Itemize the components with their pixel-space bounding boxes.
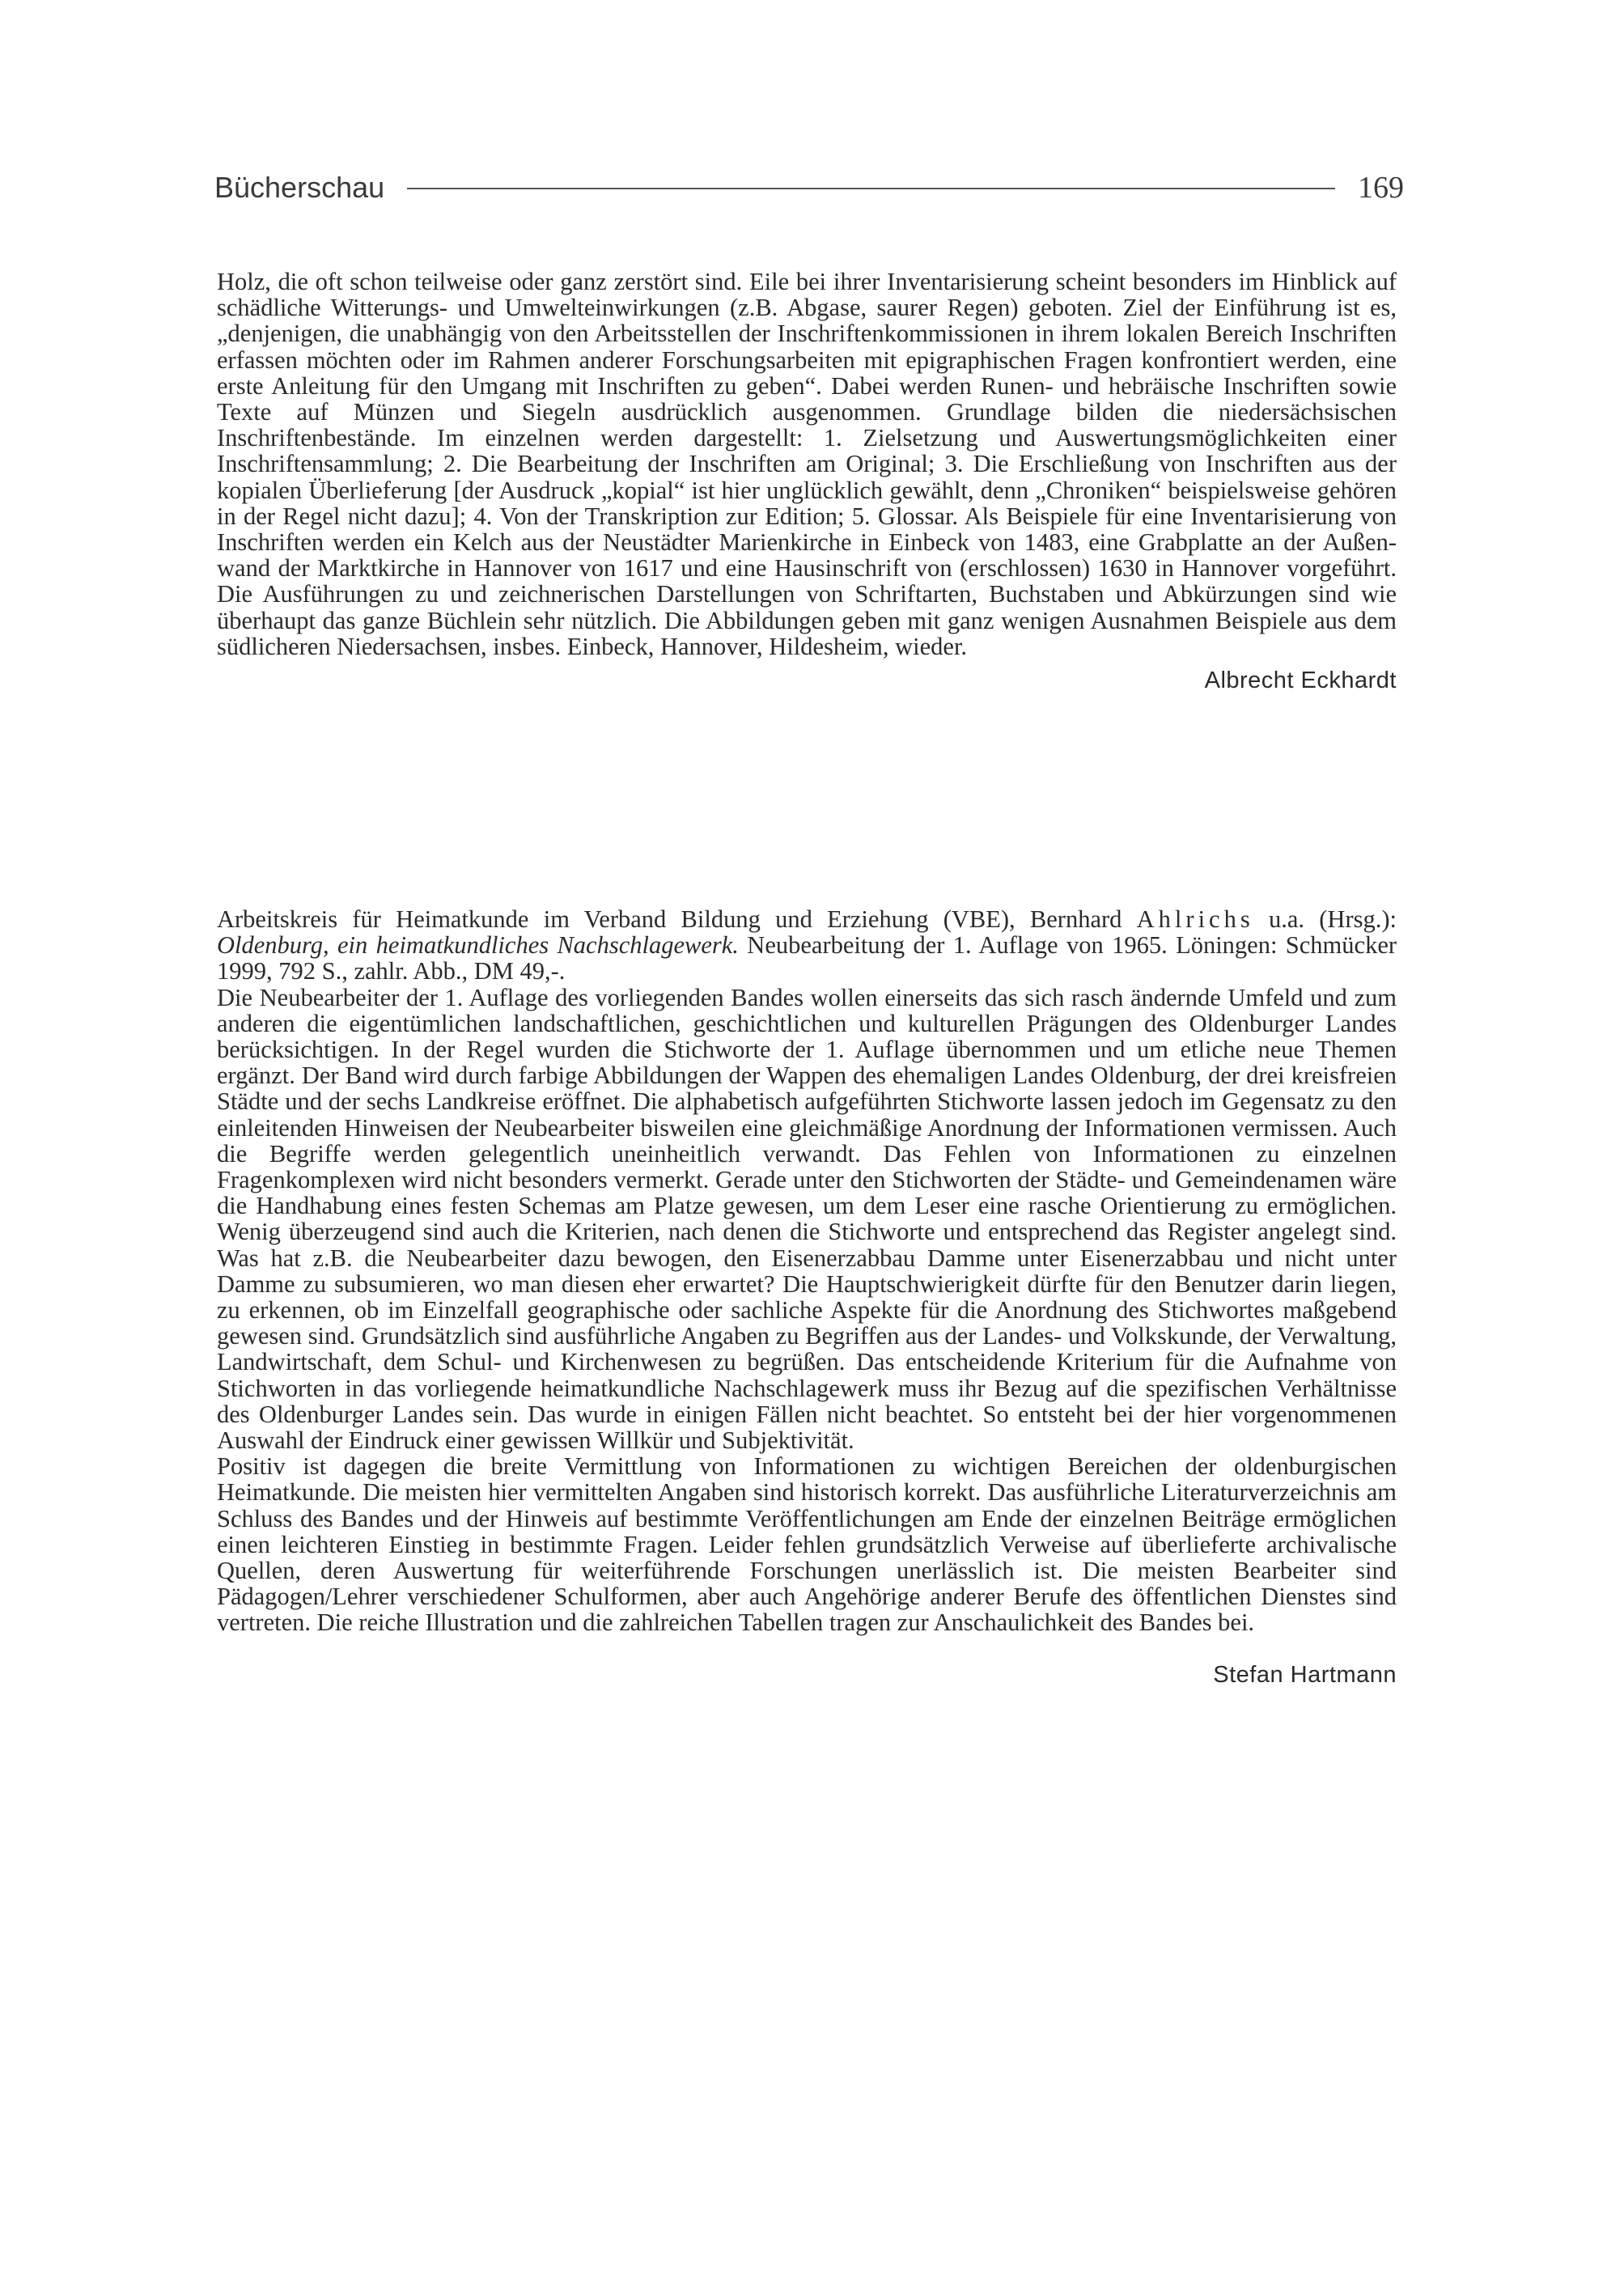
reviewer-signature: Albrecht Eckhardt — [1204, 668, 1397, 694]
page-number: 169 — [1358, 171, 1404, 205]
bib-title: Oldenburg, ein heimatkundliches Nachschlagewerk. — [217, 931, 739, 960]
bib-prefix: Arbeitskreis für Heimatkunde im Verband Bildung und Erziehung (VBE), Bernhard — [217, 905, 1137, 933]
reviewer-signature: Stefan Hartmann — [1213, 1661, 1397, 1688]
review-eckhardt — [217, 269, 1397, 693]
review-paragraph: Holz, die oft schon teilweise oder ganz zerstört sind. Eile bei ihrer Inventarisierung scheint besonders im Hinblick auf schädliche Witterungs- und Umwelteinwirkungen (z.B. Abgase, saurer Regen) geboten. Ziel der Einführung ist es, „denjenigen, die unabhängig von den Arbeitsstellen der Inschriftenkommissionen in ihrem lokalen Bereich Inschriften erfassen möchten oder im Rahmen anderer Forschungsarbeiten mit epigraphischen Fragen konfrontiert werden, eine erste Anleitung für den Umgang mit Inschriften zu geben“. Dabei werden Runen- und hebräische Inschriften sowie Texte auf Münzen und Siegeln ausdrücklich ausgenommen. Grundlage bilden die niedersächsischen Inschriftenbestände. Im einzelnen werden dargestellt: 1. Zielsetzung und Auswertungsmöglichkeiten einer Inschriftensammlung; 2. Die Bearbeitung der Inschriften am Original; 3. Die Erschließung von Inschriften aus der kopialen Überlieferung [der Ausdruck „kopial“ ist hier unglücklich gewählt, denn „Chroniken“ beispielsweise gehören in der Regel nicht dazu]; 4. Von der Transkription zur Edition; 5. Glossar. Als Beispiele für eine Inventarisierung von Inschriften werden ein Kelch aus der Neustädter Marienkirche in Einbeck von 1483, eine Grabplatte an der Außenwand der Marktkirche in Hannover von 1617 und eine Hausinschrift von (erschlossen) 1630 in Hannover vorgeführt. Die Ausführungen zu und zeichnerischen Darstellungen von Schriftarten, Buchstaben und Abkürzungen sind wie überhaupt das ganze Büchlein sehr nützlich. Die Abbildungen geben mit ganz wenigen Ausnahmen Beispiele aus dem südlicheren Niedersachsen, insbes. Einbeck, Hannover, Hildesheim, wieder. — [217, 268, 1397, 660]
section-title: Bücherschau — [214, 171, 385, 204]
bib-mid: u.a. (Hrsg.): — [1253, 905, 1397, 933]
running-header — [214, 170, 1404, 206]
header-rule — [407, 188, 1335, 189]
review-paragraph: Die Neubearbeiter der 1. Auflage des vorliegenden Bandes wollen einerseits das sich rasch ändernde Umfeld und zum anderen die eigentümlichen landschaftlichen, geschichtlichen und kulturellen Prägungen des Oldenburger Landes berücksichtigen. In der Regel wurden die Stichworte der 1. Auflage übernommen und um etliche neue Themen ergänzt. Der Band wird durch farbige Abbildungen der Wappen des ehemaligen Landes Oldenburg, der drei kreisfreien Städte und der sechs Landkreise eröffnet. Die alphabetisch aufgeführten Stichworte lassen jedoch im Gegensatz zu den einleitenden Hinweisen der Neubearbeiter bisweilen eine gleichmäßige Anordnung der Informationen vermissen. Auch die Begriffe werden gelegentlich uneinheitlich verwandt. Das Fehlen von Informationen zu einzelnen Fragenkomplexen wird nicht besonders vermerkt. Gerade unter den Stichworten der Städte- und Gemeindenamen wäre die Handhabung eines festen Schemas am Platze gewesen, um dem Leser eine rasche Orientierung zu ermöglichen. Wenig überzeugend sind auch die Kriterien, nach denen die Stichworte und entsprechend das Register angelegt sind. Was hat z.B. die Neubearbeiter dazu bewogen, den Eisenerzabbau Damme unter Eisenerzabbau und nicht unter Damme zu subsumieren, wo man diesen eher erwartet? Die Hauptschwierigkeit dürfte für den Benutzer darin liegen, zu erkennen, ob im Einzelfall geographische oder sachliche Aspekte für die Anordnung des Stichwortes maßgebend gewesen sind. Grundsätzlich sind ausführliche Angaben zu Begriffen aus der Landes- und Volkskunde, der Verwaltung, Landwirtschaft, dem Schul- und Kirchenwesen zu begrüßen. Das entscheidende Kriterium für die Aufnahme von Stichworten in das vorliegende heimatkundliche Nachschlagewerk muss ihr Bezug auf die spezifischen Verhältnisse des Oldenburger Landes sein. Das wurde in einigen Fällen nicht beachtet. So entsteht bei der hier vorgenommenen Auswahl der Eindruck einer gewissen Willkür und Subjektivität. — [217, 983, 1397, 1455]
review-hartmann — [217, 906, 1397, 1688]
bib-suffix: Neubearbeitung der 1. Auflage von 1965. Löningen: Schmücker 1999, 792 S., zahlr. Abb., DM 49,-. — [217, 931, 1397, 985]
bibliographic-entry — [217, 906, 1397, 985]
bib-author: Ahlrichs — [1136, 905, 1254, 933]
review-paragraph: Positiv ist dagegen die breite Vermittlung von Informationen zu wichtigen Bereichen der oldenburgischen Heimatkunde. Die meisten hier vermittelten Angaben sind historisch korrekt. Das ausführliche Literaturverzeichnis am Schluss des Bandes und der Hinweis auf bestimmte Veröffentlichungen am Ende der einzelnen Beiträge ermöglichen einen leichteren Einstieg in bestimmte Fragen. Leider fehlen grundsätzlich Verweise auf überlieferte archivalische Quellen, deren Auswertung für weiterführende Forschungen unerlässlich ist. Die meisten Bearbeiter sind Pädagogen/Lehrer verschiedener Schulformen, aber auch Angehörige anderer Berufe des öffentlichen Dienstes sind vertreten. Die reiche Illustration und die zahlreichen Tabellen tragen zur Anschaulichkeit des Bandes bei. — [217, 1452, 1397, 1637]
